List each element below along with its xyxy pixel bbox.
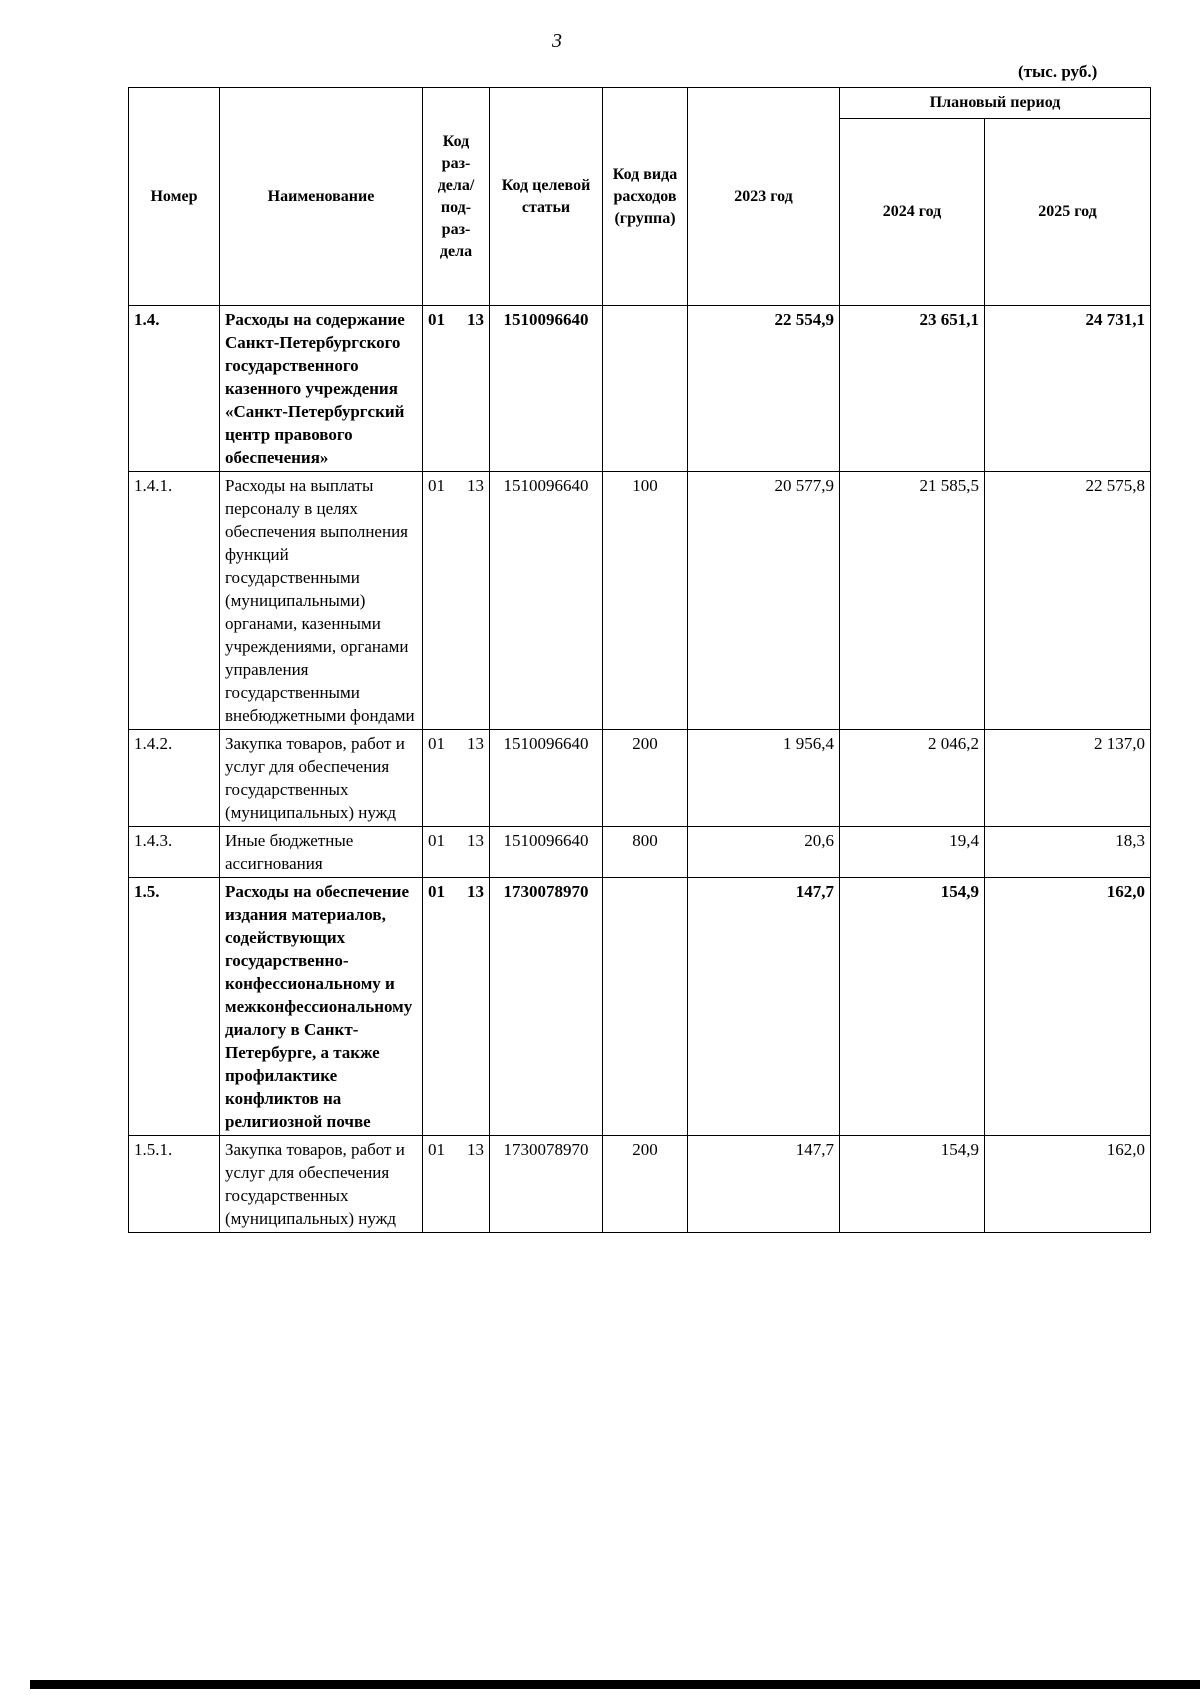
row-amount-2025: 162,0	[985, 1136, 1151, 1233]
row-amount-2024: 21 585,5	[840, 472, 985, 730]
row-expense-type: 800	[603, 827, 688, 878]
row-amount-2023: 147,7	[688, 1136, 840, 1233]
table-row	[129, 730, 1151, 827]
row-expense-type	[603, 878, 688, 1136]
row-name: Иные бюджетные ассигнования	[220, 827, 423, 878]
row-subsection: 13	[467, 734, 484, 753]
row-subsection: 13	[467, 1140, 484, 1159]
header-expense-type: Код вида расходов (группа)	[603, 88, 688, 306]
row-name: Закупка товаров, работ и услуг для обеспечения государственных (муниципальных) нужд	[220, 730, 423, 827]
row-amount-2023: 147,7	[688, 878, 840, 1136]
row-target-code: 1510096640	[490, 472, 603, 730]
row-amount-2024: 23 651,1	[840, 306, 985, 472]
row-number: 1.4.	[129, 306, 220, 472]
row-section-code	[423, 306, 490, 472]
header-section-code: Код раз-дела/ под-раз-дела	[423, 88, 490, 306]
row-expense-type	[603, 306, 688, 472]
row-section: 01	[428, 310, 445, 329]
row-amount-2025: 22 575,8	[985, 472, 1151, 730]
row-section: 01	[428, 882, 445, 901]
header-year-2025: 2025 год	[985, 119, 1151, 306]
row-amount-2023: 1 956,4	[688, 730, 840, 827]
row-amount-2023: 20,6	[688, 827, 840, 878]
row-number: 1.4.1.	[129, 472, 220, 730]
row-amount-2025: 2 137,0	[985, 730, 1151, 827]
row-amount-2024: 154,9	[840, 1136, 985, 1233]
row-target-code: 1510096640	[490, 827, 603, 878]
row-section-code	[423, 878, 490, 1136]
row-amount-2025: 162,0	[985, 878, 1151, 1136]
header-target-code: Код целевой статьи	[490, 88, 603, 306]
header-name: Наименование	[220, 88, 423, 306]
row-subsection: 13	[467, 310, 484, 329]
row-section-code	[423, 1136, 490, 1233]
row-name: Расходы на выплаты персоналу в целях обеспечения выполнения функций государственными (муниципальными) органами, казенными учреждениями, органами управления государственными внебюджетными фондами	[220, 472, 423, 730]
row-amount-2023: 22 554,9	[688, 306, 840, 472]
row-name: Закупка товаров, работ и услуг для обеспечения государственных (муниципальных) нужд	[220, 1136, 423, 1233]
table-row	[129, 306, 1151, 472]
table-row	[129, 878, 1151, 1136]
row-amount-2023: 20 577,9	[688, 472, 840, 730]
row-amount-2024: 2 046,2	[840, 730, 985, 827]
row-amount-2025: 18,3	[985, 827, 1151, 878]
row-target-code: 1510096640	[490, 306, 603, 472]
header-number: Номер	[129, 88, 220, 306]
row-amount-2025: 24 731,1	[985, 306, 1151, 472]
row-expense-type: 200	[603, 730, 688, 827]
row-subsection: 13	[467, 882, 484, 901]
row-target-code: 1730078970	[490, 878, 603, 1136]
row-expense-type: 100	[603, 472, 688, 730]
row-number: 1.4.2.	[129, 730, 220, 827]
row-expense-type: 200	[603, 1136, 688, 1233]
row-section: 01	[428, 831, 445, 850]
row-number: 1.5.1.	[129, 1136, 220, 1233]
row-amount-2024: 19,4	[840, 827, 985, 878]
header-year-2023: 2023 год	[688, 88, 840, 306]
row-subsection: 13	[467, 476, 484, 495]
scan-edge-rule	[30, 1680, 1200, 1689]
row-section: 01	[428, 476, 445, 495]
budget-table	[128, 87, 1151, 1233]
row-section-code	[423, 472, 490, 730]
row-number: 1.4.3.	[129, 827, 220, 878]
row-section: 01	[428, 734, 445, 753]
page-number: 3	[552, 30, 562, 52]
table-row	[129, 472, 1151, 730]
row-section: 01	[428, 1140, 445, 1159]
header-row	[129, 88, 1151, 119]
units-label: (тыс. руб.)	[1018, 62, 1098, 81]
row-amount-2024: 154,9	[840, 878, 985, 1136]
table-row	[129, 1136, 1151, 1233]
table-row	[129, 827, 1151, 878]
row-target-code: 1510096640	[490, 730, 603, 827]
row-section-code	[423, 827, 490, 878]
header-year-2024: 2024 год	[840, 119, 985, 306]
row-target-code: 1730078970	[490, 1136, 603, 1233]
row-name: Расходы на обеспечение издания материалов, содействующих государственно-конфессиональному и межконфессиональному диалогу в Санкт-Петербурге, а также профилактике конфликтов на религиозной почве	[220, 878, 423, 1136]
row-number: 1.5.	[129, 878, 220, 1136]
row-section-code	[423, 730, 490, 827]
row-subsection: 13	[467, 831, 484, 850]
row-name: Расходы на содержание Санкт-Петербургского государственного казенного учреждения «Санкт-Петербургский центр правового обеспечения»	[220, 306, 423, 472]
header-planned-period: Плановый период	[840, 88, 1151, 119]
